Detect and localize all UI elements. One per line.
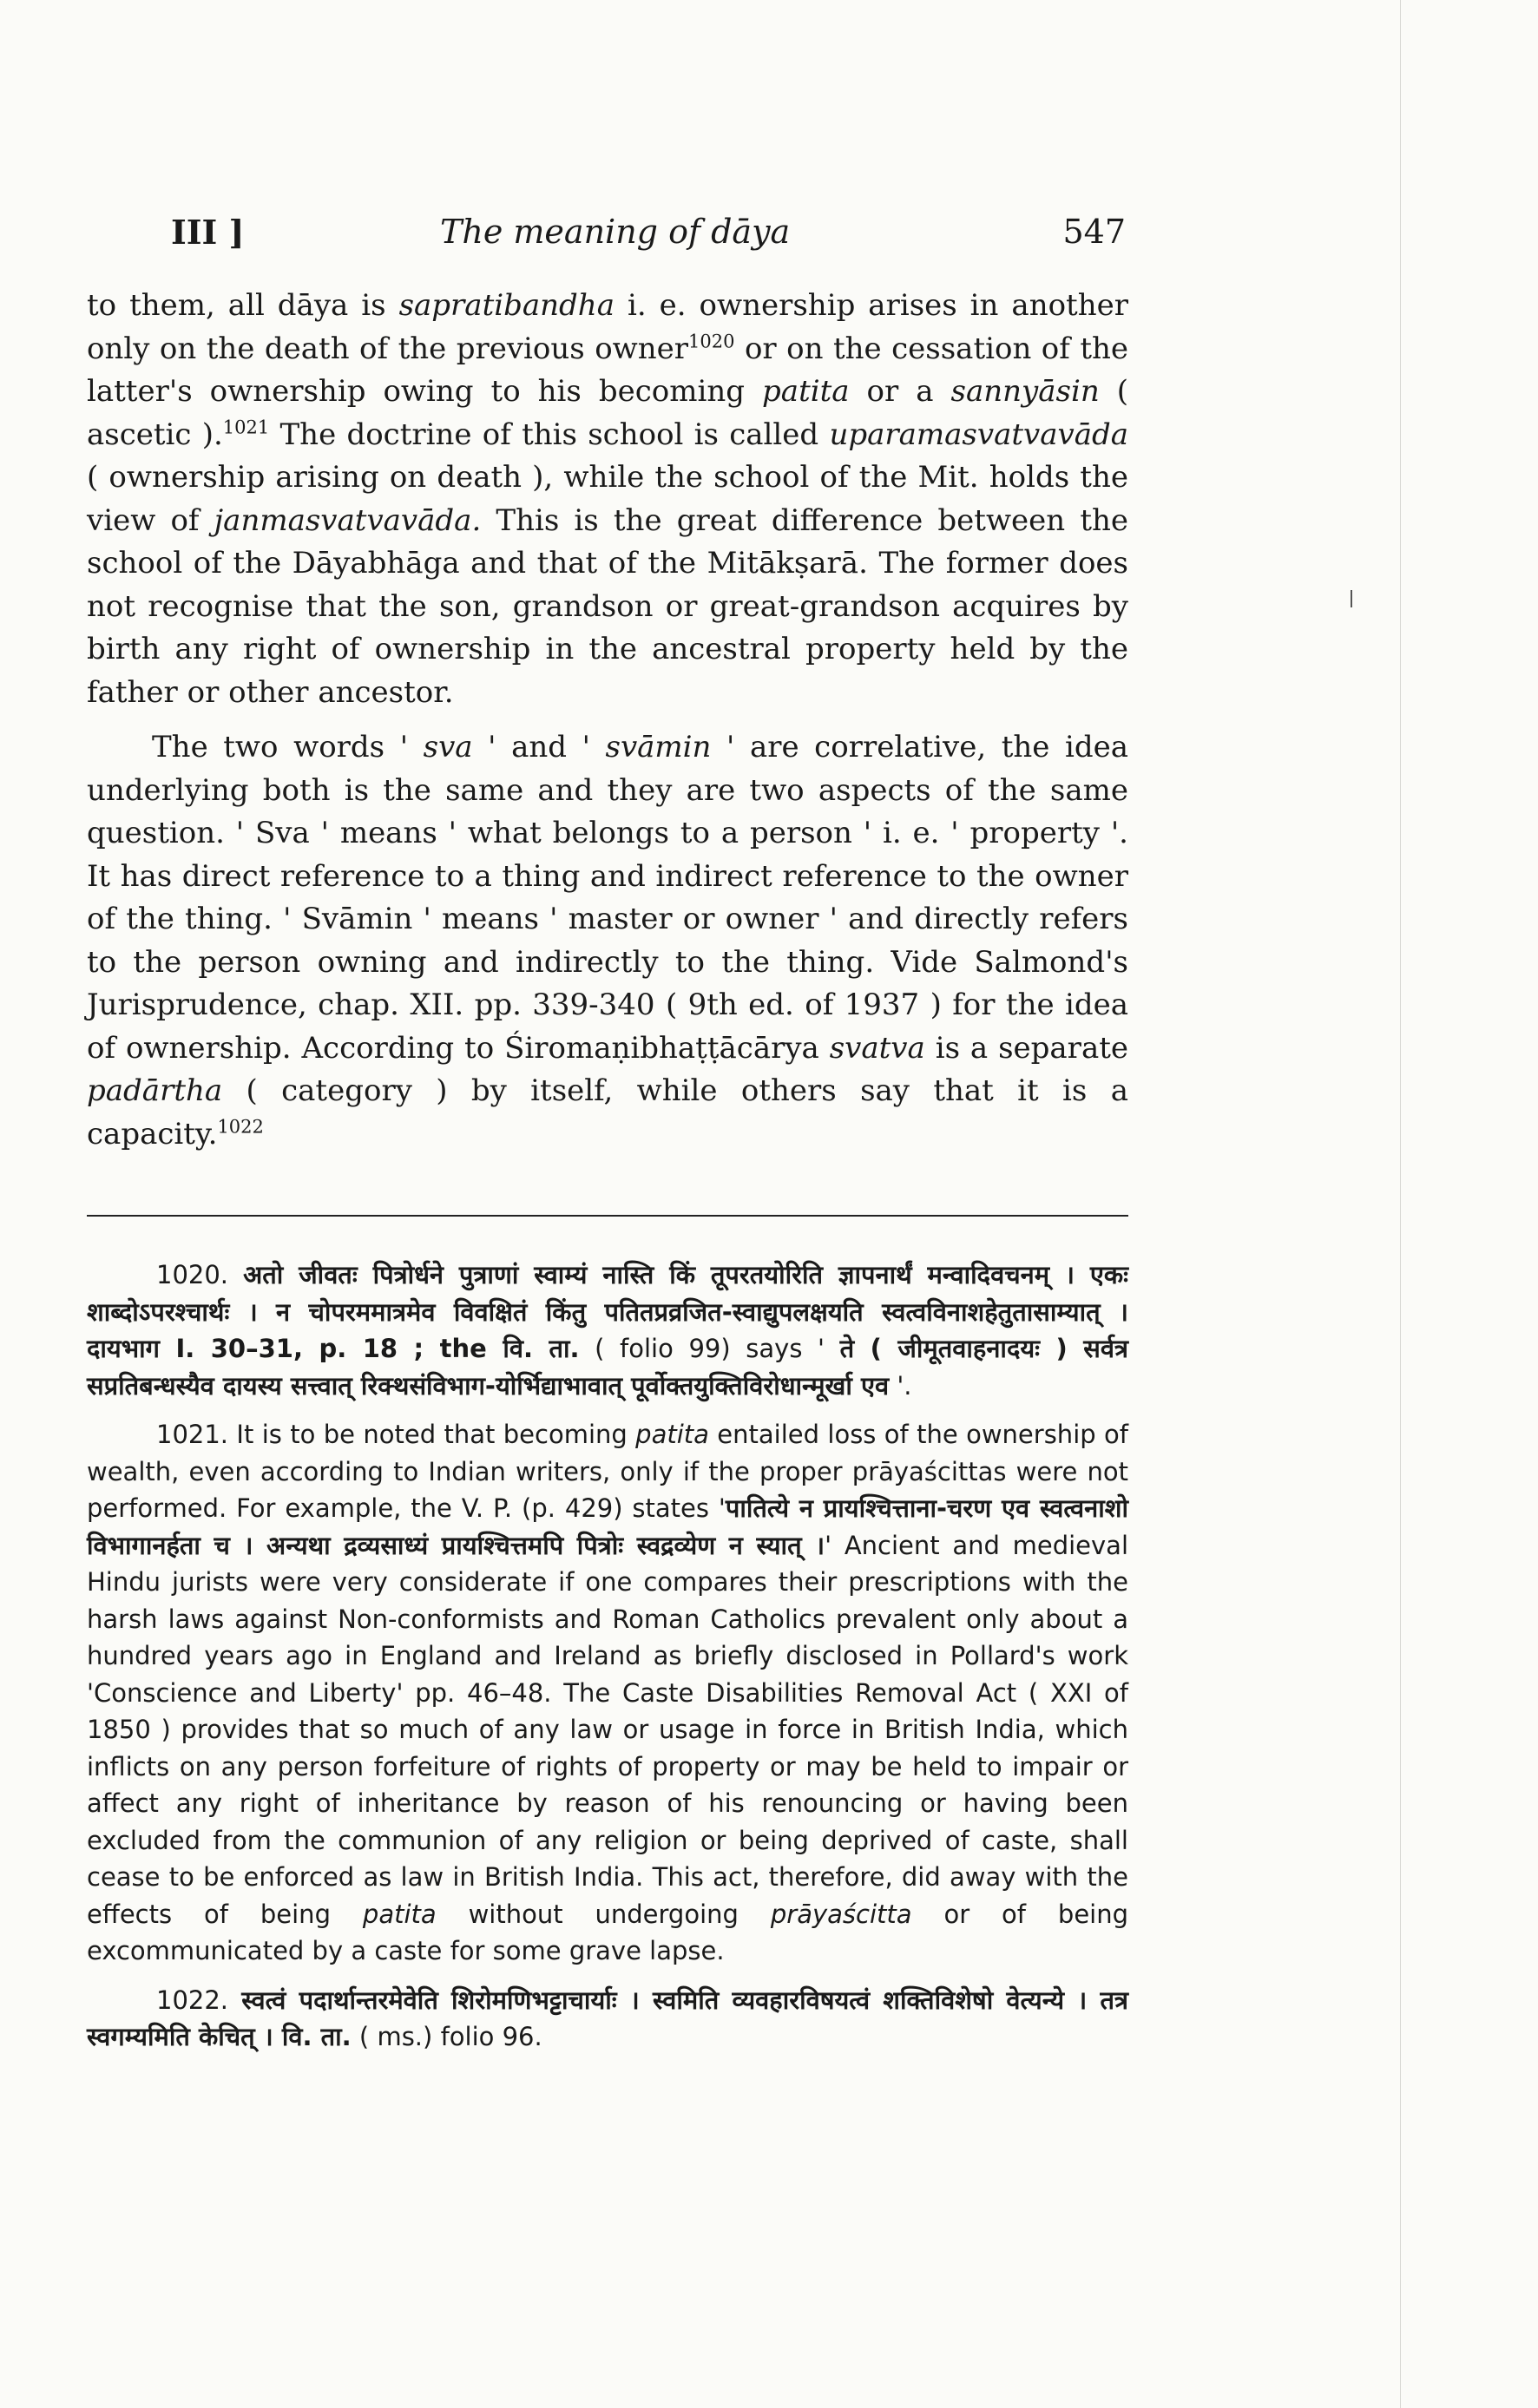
- running-header: [171, 213, 1126, 265]
- footnote-ref-1022[interactable]: 1022: [217, 1116, 264, 1138]
- footnote-1022: 1022. स्वत्वं पदार्थान्तरमेवेति शिरोमणिभट्टाचार्याः । स्वमिति व्यवहारविषयत्वं शक्तिविशेषो वेत्यन्ये । तत्र स्वगम्यमिति केचित् । वि. ता. ( ms.) folio 96.: [87, 1985, 1128, 2051]
- footnotes: [87, 1256, 1128, 2056]
- footnote-divider: [87, 1215, 1128, 1217]
- footnote-1021: 1021. It is to be noted that becoming patita entailed loss of the ownership of wealth, even according to Indian writers, only if the proper prāyaścittas were not performed. For example, the V. P. (p. 429) states 'पातित्ये न प्रायश्चित्ताना-चरण एव स्वत्वनाशो विभागानर्हता च । अन्यथा द्रव्यसाध्यं प्रायश्चित्तमपि पित्रोः स्वद्रव्येण न स्यात् ।' Ancient and medieval Hindu jurists were very considerate if one compares their prescriptions with the harsh laws against Non-conformists and Roman Catholics prevalent only about a hundred years ago in England and Ireland as briefly disclosed in Pollard's work 'Conscience and Liberty' pp. 46–48. The Caste Disabilities Removal Act ( XXI of 1850 ) provides that so much of any law or usage in force in British India, which inflicts on any person forfeiture of rights of property or may be held to impair or affect any right of inheritance by reason of his renouncing or having been excluded from the communion of any religion or being deprived of caste, shall cease to be enforced as law in British India. This act, therefore, did away with the effects of being patita without undergoing prāyaścitta or of being excommunicated by a caste for some grave lapse.: [87, 1420, 1129, 1965]
- footnote-1020: 1020. अतो जीवतः पित्रोर्धने पुत्राणां स्वाम्यं नास्ति किं तूपरतयोरिति ज्ञापनार्थं मन्वादिवचनम् । एकः शाब्दोऽपरश्चार्थः । न चोपरममात्रमेव विवक्षितं किंतु पतितप्रव्रजित-स्वाद्युपलक्षयति स्वत्वविनाशहेतुतासाम्यात् । दायभाग I. 30–31, p. 18 ; the वि. ता. ( folio 99) says ' ते ( जीमूतवाहनादयः ) सर्वत्र सप्रतिबन्धस्यैव दायस्य सत्त्वात् रिक्थसंविभाग-योर्भिद्याभावात् पूर्वोक्तयुक्तिविरोधान्मूर्खा एव '.: [87, 1260, 1129, 1401]
- paragraph-2: The two words ' sva ' and ' svāmin ' are correlative, the idea underlying both is the same and they are two aspects of the same question. ' Sva ' means ' what belongs to a person ' i. e. ' property '. It has direct reference to a thing and indirect reference to the owner of the thing. ' Svāmin ' means ' master or owner ' and directly refers to the person owning and indirectly to the thing. Vide Salmond's Jurisprudence, chap. XII. pp. 339-340 ( 9th ed. of 1937 ) for the idea of ownership. According to Śiromaṇibhaṭṭācārya svatva is a separate padārtha ( category ) by itself, while others say that it is a capacity.$^{1022}$: [87, 730, 1128, 1152]
- main-text: [87, 285, 1128, 1156]
- paragraph-1: to them, all dāya is sapratibandha i. e. ownership arises in another only on the death of the previous owner$^{1020}$ or on the cessation of the latter's ownership owing to his becoming patita or a sannyāsin ( ascetic ).$^{1021}$ The doctrine of this school is called uparamasvatvavāda ( ownership arising on death ), while the school of the Mit. holds the view of janmasvatvavāda. This is the great difference between the school of the Dāyabhāga and that of the Mitākṣarā. The former does not recognise that the son, grandson or great-grandson acquires by birth any right of ownership in the ancestral property held by the father or other ancestor.: [87, 288, 1129, 710]
- footnote-ref-1020[interactable]: 1020: [688, 331, 735, 352]
- running-title: The meaning of dāya: [440, 213, 791, 251]
- footnote-ref-1021[interactable]: 1021: [222, 417, 270, 438]
- margin-mark: [1351, 590, 1352, 607]
- scan-edge-line: [1400, 0, 1401, 2408]
- page-number: 547: [1062, 213, 1126, 251]
- chapter-number: III ]: [171, 213, 245, 252]
